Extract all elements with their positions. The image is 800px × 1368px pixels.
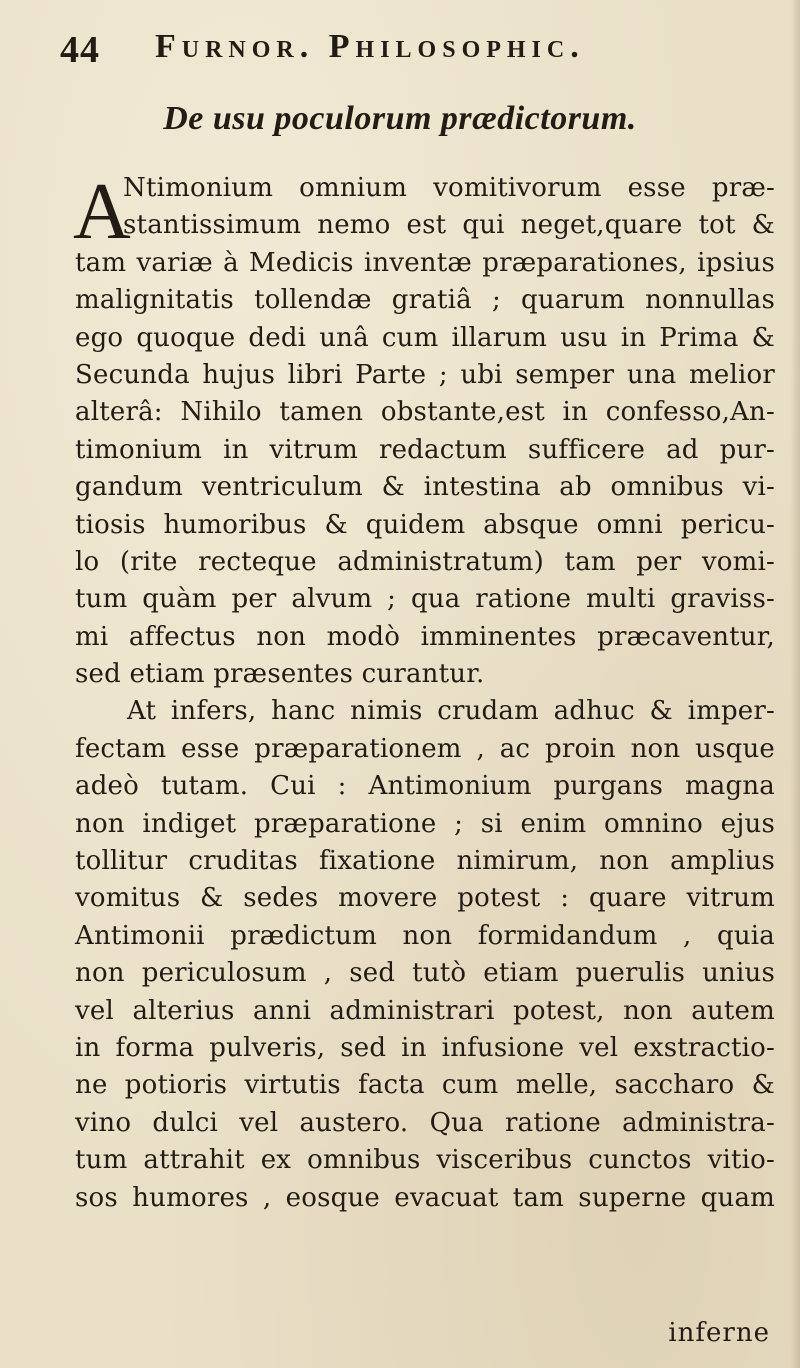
text-line: non periculosum , sed tutò etiam puerulis unius bbox=[75, 958, 775, 989]
text-line: adeò tutam. Cui : Antimonium purgans magna bbox=[75, 771, 775, 802]
text-line: Antimonii prædictum non formidandum , quia bbox=[75, 920, 775, 951]
text-line: vino dulci vel austero. Qua ratione administra- bbox=[75, 1107, 775, 1138]
text-line: ego quoque dedi unâ cum illarum usu in Prima & bbox=[75, 322, 775, 353]
text-line: fectam esse præparationem , ac proin non usque bbox=[75, 733, 775, 764]
text-line: sos humores , eosque evacuat tam superne quam bbox=[75, 1182, 775, 1213]
text-line: stantissimum nemo est qui neget,quare tot & bbox=[123, 210, 775, 241]
text-line: sed etiam præsentes curantur. bbox=[75, 659, 485, 690]
text-line: tollitur cruditas fixatione nimirum, non amplius bbox=[75, 846, 775, 877]
running-title: Furnor. Philosophic. bbox=[155, 28, 585, 65]
text-line: malignitatis tollendæ gratiâ ; quarum nonnullas bbox=[75, 285, 775, 316]
text-line: Secunda hujus libri Parte ; ubi semper una melior bbox=[75, 359, 775, 390]
text-line: in forma pulveris, sed in infusione vel exstractio- bbox=[75, 1032, 775, 1063]
page-edge-shadow bbox=[790, 0, 800, 1368]
text-line: mi affectus non modò imminentes præcaventur, bbox=[75, 621, 775, 652]
text-line: non indiget præparatione ; si enim omnino ejus bbox=[75, 808, 775, 839]
text-line: Ntimonium omnium vomitivorum esse præ- bbox=[123, 173, 775, 203]
text-line: tum attrahit ex omnibus visceribus cunctos vitio- bbox=[75, 1145, 775, 1176]
drop-cap: A bbox=[73, 168, 131, 256]
text-line: timonium in vitrum redactum sufficere ad pur- bbox=[75, 434, 775, 465]
text-line: alterâ: Nihilo tamen obstante,est in confesso,An- bbox=[75, 397, 775, 428]
text-line: tam variæ à Medicis inventæ præparationes, ipsius bbox=[75, 247, 775, 278]
text-line: tiosis humoribus & quidem absque omni pericu- bbox=[75, 509, 775, 540]
text-line: gandum ventriculum & intestina ab omnibus vi- bbox=[75, 472, 775, 503]
running-head bbox=[60, 20, 760, 70]
text-line: vomitus & sedes movere potest : quare vitrum bbox=[75, 883, 775, 914]
section-title: De usu poculorum prædictorum. bbox=[163, 100, 637, 137]
body-text bbox=[75, 170, 775, 1217]
text-line: ne potioris virtutis facta cum melle, saccharo & bbox=[75, 1070, 775, 1101]
text-line: At infers, hanc nimis crudam adhuc & imper- bbox=[127, 696, 775, 727]
text-line: vel alterius anni administrari potest, non autem bbox=[75, 995, 775, 1026]
catchword: inferne bbox=[668, 1318, 770, 1348]
text-line: lo (rite recteque administratum) tam per vomi- bbox=[75, 546, 775, 577]
text-line: tum quàm per alvum ; qua ratione multi graviss- bbox=[75, 584, 775, 615]
page-number: 44 bbox=[60, 29, 100, 71]
